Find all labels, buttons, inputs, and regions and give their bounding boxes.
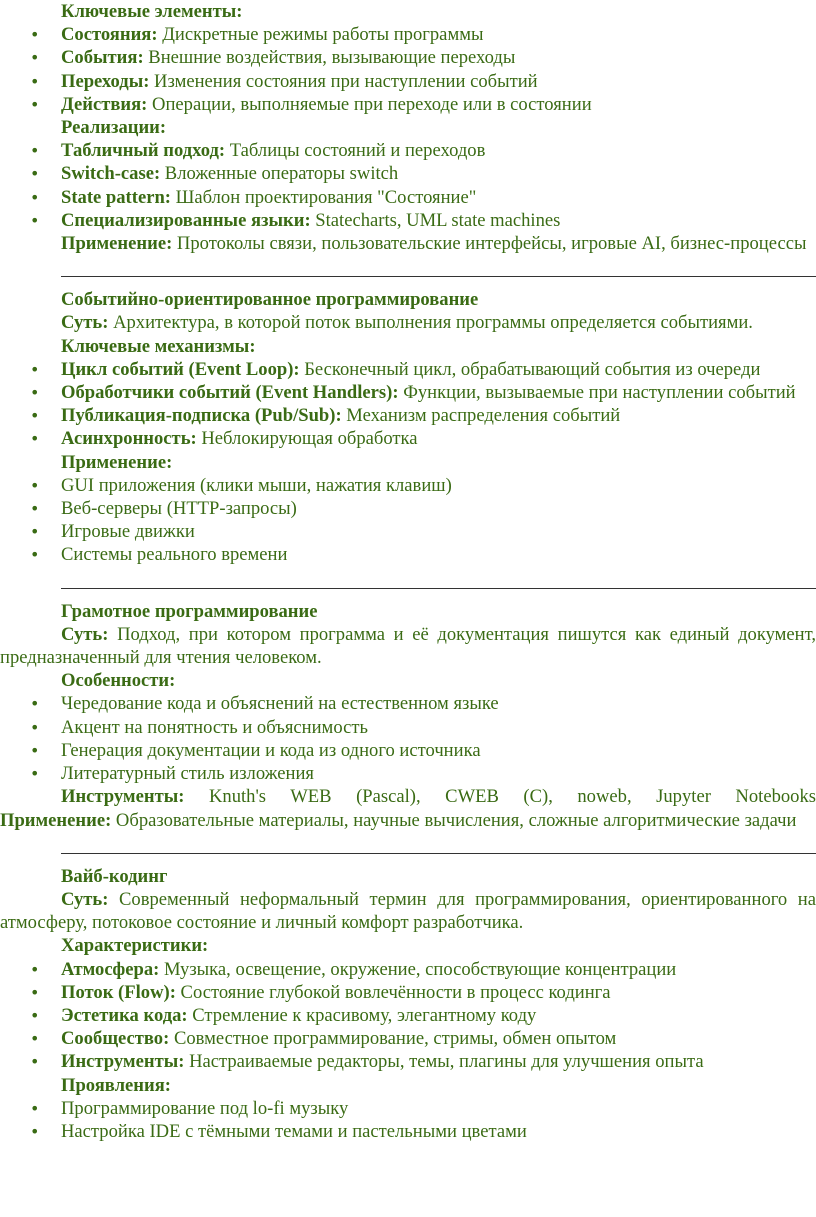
application-paragraph: Применение: Протоколы связи, пользовательские интерфейсы, игровые AI, бизнес-процессы [61, 233, 807, 255]
features-list [0, 692, 816, 785]
list-item: • Инструменты: Настраиваемые редакторы, темы, плагины для улучшения опыта [0, 1050, 816, 1073]
list-item: • Атмосфера: Музыка, освещение, окружение, способствующие концентрации [0, 958, 816, 981]
list-item: • State pattern: Шаблон проектирования "Состояние" [0, 186, 816, 209]
list-item: • Переходы: Изменения состояния при наступлении событий [0, 70, 816, 93]
application-list [0, 474, 816, 567]
list-item: • Публикация-подписка (Pub/Sub): Механизм распределения событий [0, 404, 816, 427]
list-item: • Веб-серверы (HTTP-запросы) [0, 497, 816, 520]
list-item: • Настройка IDE с тёмными темами и пастельными цветами [0, 1120, 816, 1143]
list-item: • События: Внешние воздействия, вызывающие переходы [0, 46, 816, 69]
implementations-list [0, 139, 816, 232]
section-title: Событийно-ориентированное программирование [61, 289, 479, 311]
list-item: • Системы реального времени [0, 543, 816, 566]
list-item: • Состояния: Дискретные режимы работы программы [0, 23, 816, 46]
section-title: Грамотное программирование [61, 600, 318, 622]
section-divider [61, 853, 816, 854]
heading-manifestations: Проявления: [61, 1074, 171, 1096]
list-item: • Действия: Операции, выполняемые при переходе или в состоянии [0, 93, 816, 116]
list-item: • Эстетика кода: Стремление к красивому, элегантному коду [0, 1004, 816, 1027]
list-item: • Акцент на понятность и объяснимость [0, 716, 816, 739]
section-vibe-coding [0, 865, 816, 1143]
essence-paragraph: Суть: Современный неформальный термин для программирования, ориентированного на атмосферу, потоковое состояние и личный комфорт разработчика. [0, 888, 816, 934]
list-item: • Табличный подход: Таблицы состояний и переходов [0, 139, 816, 162]
heading-features: Особенности: [61, 670, 176, 692]
list-item: • Обработчики событий (Event Handlers): Функции, вызываемые при наступлении событий [0, 381, 816, 404]
section-title: Вайб-кодинг [61, 865, 168, 887]
list-item: • Литературный стиль изложения [0, 762, 816, 785]
manifestations-list [0, 1097, 816, 1143]
heading-mechanisms: Ключевые механизмы: [61, 335, 256, 357]
section-divider [61, 276, 816, 277]
section-event-driven [0, 288, 816, 566]
heading-key-elements: Ключевые элементы: [61, 1, 243, 22]
essence-paragraph: Суть: Архитектура, в которой поток выполнения программы определяется событиями. [61, 312, 753, 334]
list-item: • Асинхронность: Неблокирующая обработка [0, 427, 816, 450]
list-item: • Генерация документации и кода из одного источника [0, 739, 816, 762]
list-item: • Поток (Flow): Состояние глубокой вовлечённости в процесс кодинга [0, 981, 816, 1004]
heading-characteristics: Характеристики: [61, 935, 209, 957]
application-paragraph: Применение: Образовательные материалы, научные вычисления, сложные алгоритмические задачи [0, 809, 797, 831]
list-item: • Игровые движки [0, 520, 816, 543]
section-state-machines [0, 0, 816, 255]
tools-paragraph: Инструменты: Knuth's WEB (Pascal), CWEB (C), noweb, Jupyter Notebooks [61, 786, 816, 808]
heading-application: Применение: [61, 451, 173, 473]
list-item: • Программирование под lo-fi музыку [0, 1097, 816, 1120]
section-divider [61, 588, 816, 589]
key-elements-list [0, 23, 816, 116]
list-item: • GUI приложения (клики мыши, нажатия клавиш) [0, 474, 816, 497]
characteristics-list [0, 958, 816, 1074]
section-literate-programming [0, 600, 816, 832]
list-item: • Цикл событий (Event Loop): Бесконечный цикл, обрабатывающий события из очереди [0, 358, 816, 381]
heading-implementations: Реализации: [61, 117, 167, 139]
list-item: • Switch-case: Вложенные операторы switch [0, 162, 816, 185]
essence-paragraph: Суть: Подход, при котором программа и её документация пишутся как единый документ, предназначенный для чтения человеком. [0, 623, 816, 669]
list-item: • Специализированные языки: Statecharts, UML state machines [0, 209, 816, 232]
list-item: • Чередование кода и объяснений на естественном языке [0, 692, 816, 715]
mechanisms-list [0, 358, 816, 451]
list-item: • Сообщество: Совместное программирование, стримы, обмен опытом [0, 1027, 816, 1050]
